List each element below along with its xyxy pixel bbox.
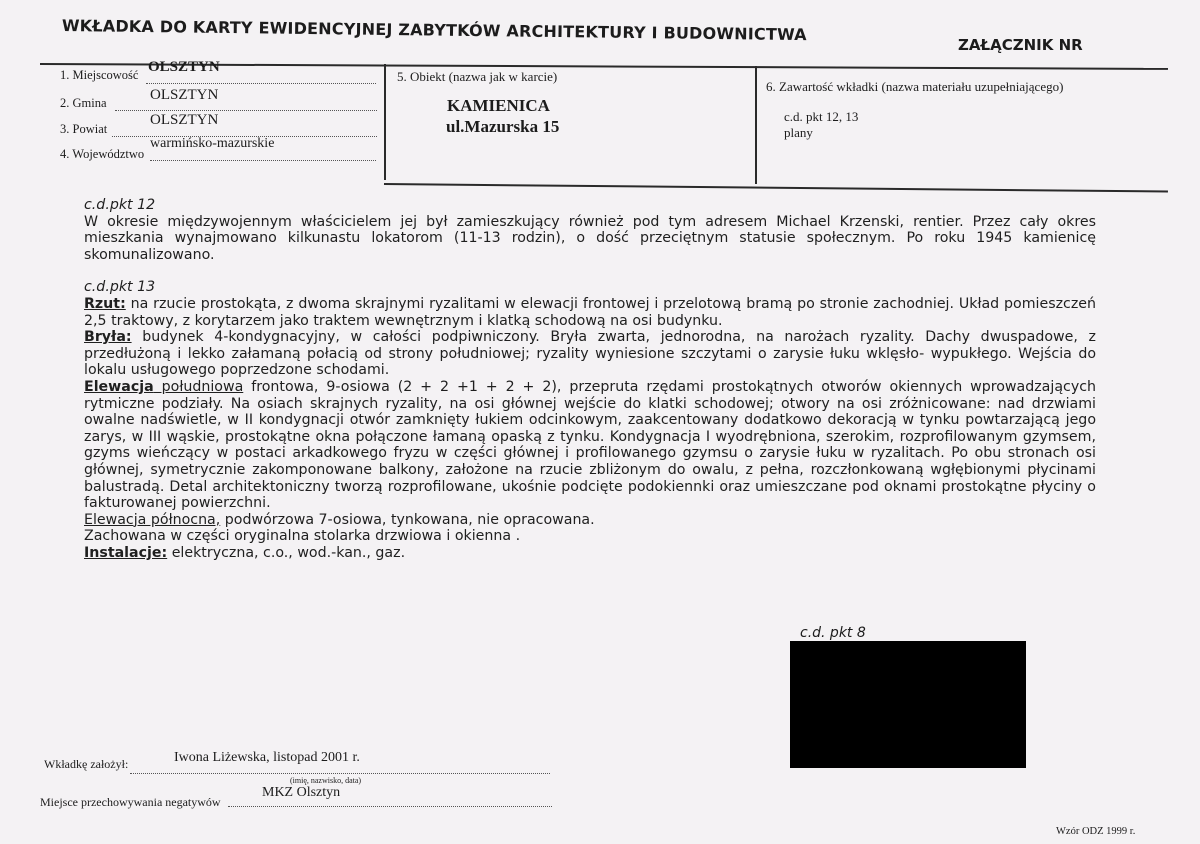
contents-line-1: c.d. pkt 12, 13 [784,109,859,124]
instalacje-label: Instalacje: [84,544,168,561]
bryla-paragraph [84,329,1096,379]
elewacja-polnocna-label: Elewacja północna, [84,511,221,528]
elewacja-poludniowa-paragraph [84,379,1096,512]
section-12-heading: c.d.pkt 12 [84,197,156,213]
document-body [84,197,1096,561]
powiat-label: 3. Powiat [60,122,108,136]
field-gmina [60,87,378,113]
divider-right [755,66,757,184]
storage-label: Miejsce przechowywania negatywów [40,795,221,809]
contents-label: 6. Zawartość wkładki (nazwa materiału uzupełniającego) [766,79,1064,94]
elewacja-label-bold: Elewacja [84,378,154,395]
miejscowosc-value: OLSZTYN [148,59,220,75]
field-miejscowosc [60,59,378,85]
miejscowosc-label: 1. Miejscowość [60,68,139,82]
form-title: WKŁADKA DO KARTY EWIDENCYJNEJ ZABYTKÓW ARCHITEKTURY I BUDOWNICTWA [61,16,807,45]
author-label: Wkładkę założył: [44,757,129,771]
stolarka-paragraph: Zachowana w części oryginalna stolarka drzwiowa i okienna . [84,528,521,545]
contents-line-2: plany [784,125,813,140]
field-wojewodztwo [60,136,378,164]
attachment-label: c.d. pkt 8 [800,625,866,641]
gmina-dots [115,110,377,111]
bryla-text: budynek 4-kondygnacyjny, w całości podpiwniczony. Bryła zwarta, jednorodna, na narożach ryzality. Dachy dwuspadowe, z przedłużoną i lekko załamaną połacią od strony południowej; ryzality wyniesione szczytami o zarysie łuku wklęsło- wypukłego. Wejścia do lokalu usługowego poprzedzone schodami. [84,329,1096,379]
annex-label: ZAŁĄCZNIK NR [958,36,1083,54]
form-reference: Wzór ODZ 1999 r. [1056,826,1136,837]
powiat-value: OLSZTYN [150,112,219,128]
author-hint: (imię, nazwisko, data) [290,776,362,785]
gmina-value: OLSZTYN [150,87,219,103]
object-name: KAMIENICA [447,96,550,115]
author-value: Iwona Liżewska, listopad 2001 r. [174,750,360,765]
instalacje-paragraph [84,545,1096,562]
instalacje-text: elektryczna, c.o., wod.-kan., gaz. [167,544,406,561]
elewacja-poludniowa-label [84,379,243,395]
wojewodztwo-dots [150,160,376,161]
rzut-label: Rzut: [84,295,126,312]
object-address: ul.Mazurska 15 [446,117,560,136]
elewacja-label-rest: południowa [153,378,244,395]
wojewodztwo-label: 4. Województwo [60,147,145,161]
storage-value: MKZ Olsztyn [262,785,341,800]
object-label: 5. Obiekt (nazwa jak w karcie) [397,69,558,84]
rzut-text: na rzucie prostokąta, z dwoma skrajnymi ryzalitami w elewacji frontowej i przelotową bramą po stronie zachodniej. Układ pomieszczeń 2,5 traktowy, z korytarzem jako traktem wewnętrznym i klatką schodową na osi budynku. [84,295,1096,329]
elewacja-poludniowa-text: frontowa, 9-osiowa (2 + 2 +1 + 2 + 2), przepruta rzędami prostokątnych otworów okiennych wprowadzających rytmiczne podziały. Na osiach skrajnych ryzality, na osi głównej wejście do klatki schodowej; otwory na osi zróżnicowane: nad drzwiami owalne nadświetle, w II kondygnacji otwór zamknięty łukiem odcinkowym, zaakcentowany dodatkowo dekoracją w tynku powtarzającą jego zarys, w III wąskie, prostokątne okna połączone łamaną opaską z tynku. Kondygnacja I wyodrębniona, szerokim, rozprofilowanym gzymsem, gzyms wieńczący w postaci arkadkowego fryzu w części głównej i profilowanego gzymsu o zarysie łuku w ryzalitach. Po obu stronach osi głównej, symetrycznie zakomponowane balkony, założone na rzucie zbliżonym do owalu, z pełna, rozczłonkowaną wgłębionymi płycinami balustradą. Detal architektoniczny tworzą rozprofilowane, ukośnie podcięte podokiennki oraz umieszczane pod oknami prostokątne płyciny o fakturowanej powierzchni. [84,378,1097,512]
gmina-label: 2. Gmina [60,96,107,110]
rzut-paragraph [84,296,1096,329]
header-bottom-border [384,183,1168,192]
redacted-block [790,641,1026,768]
author-dots [130,773,550,774]
storage-dots [228,806,552,807]
section-12-text: W okresie międzywojennym właścicielem jej był zamieszkujący również pod tym adresem Michael Krzenski, rentier. Przez cały okres mieszkania wynajmowano kilkunastu lokatorom (11-13 rodzin), o dość przeciętnym statusie społecznym. Po roku 1945 kamienicę skomunalizowano. [84,213,1096,263]
bryla-label: Bryła: [84,329,132,346]
wojewodztwo-value: warmińsko-mazurskie [150,136,275,151]
divider-left [384,64,386,180]
object-title [447,95,559,137]
elewacja-polnocna-paragraph [84,512,1096,529]
miejscowosc-dots [146,83,376,84]
elewacja-polnocna-text: podwórzowa 7-osiowa, tynkowana, nie opracowana. [220,511,595,528]
section-13-heading: c.d.pkt 13 [84,279,156,296]
